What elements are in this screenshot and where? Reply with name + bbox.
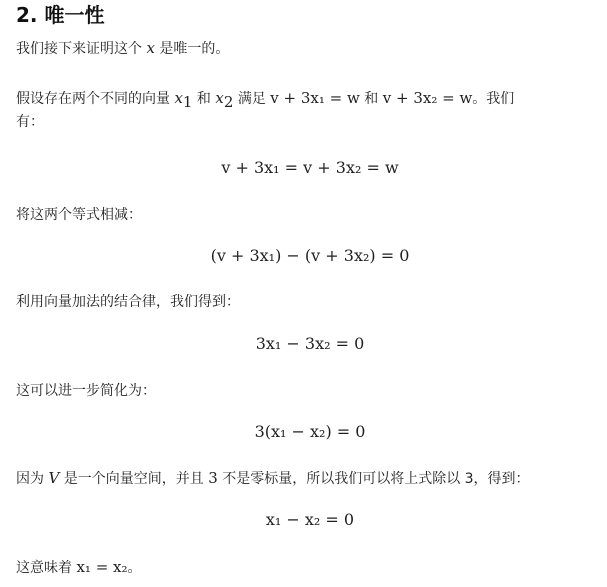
inline-equation-1: v + 3x₁ = w [270,89,360,107]
sub-2: 2 [223,92,234,111]
and-text: 和 [192,91,216,107]
display-equation-1: v + 3x₁ = v + 3x₂ = w [221,158,399,177]
var-x2: x [215,89,224,107]
divide-paragraph [16,467,530,490]
satisfy-text: 满足 [233,91,271,107]
assumption-text: 假设存在两个不同的向量 [16,91,175,107]
intro-paragraph [16,37,229,60]
conclusion-text-pre: 这意味着 [16,560,77,576]
and-text-2: 和 [359,91,383,107]
sub-1: 1 [182,92,193,111]
scalar-three: 3 [208,469,218,487]
conclusion-equation: x₁ = x₂ [76,558,128,576]
display-equation-5: x₁ − x₂ = 0 [265,510,355,529]
divide-text-post: 不是零标量，所以我们可以将上式除以 3，得到： [217,471,530,487]
display-equation-2: (v + 3x₁) − (v + 3x₂) = 0 [210,246,410,265]
var-x1: x [174,89,183,107]
conclusion-paragraph [16,556,142,579]
tail-text: 。我们 [472,91,515,107]
assumption-paragraph-line2: 有： [16,114,44,130]
divide-text-pre: 因为 [16,471,49,487]
subtract-paragraph: 将这两个等式相减： [16,207,142,223]
simplify-paragraph: 这可以进一步简化为： [16,383,156,399]
assumption-paragraph-line1 [16,87,514,110]
intro-text-post: 是唯一的。 [154,41,230,57]
divide-text-mid: 是一个向量空间，并且 [59,471,209,487]
section-heading: 2. 唯一性 [16,3,105,27]
inline-equation-2: v + 3x₂ = w [382,89,473,107]
conclusion-text-post: 。 [127,560,142,576]
associativity-paragraph: 利用向量加法的结合律，我们得到： [16,294,240,310]
var-V: V [48,469,60,487]
intro-text-pre: 我们接下来证明这个 [16,41,147,57]
var-x: x [146,39,155,57]
display-equation-3: 3x₁ − 3x₂ = 0 [255,334,365,353]
display-equation-4: 3(x₁ − x₂) = 0 [254,422,366,441]
